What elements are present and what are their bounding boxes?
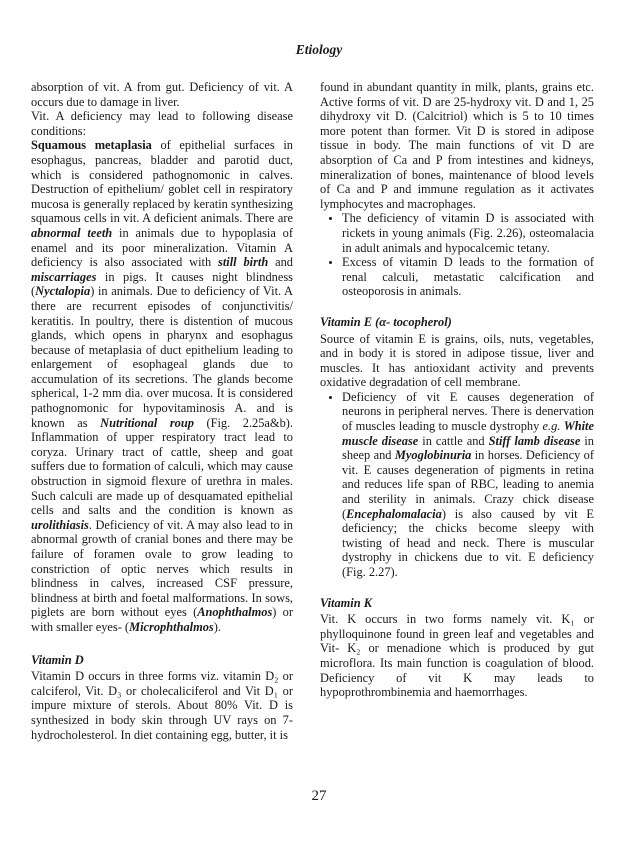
right-column bbox=[320, 80, 594, 700]
abbrev-italic: e.g. bbox=[542, 419, 561, 434]
term-bold-italic: Anophthalmos bbox=[197, 605, 273, 620]
paragraph: Vit. A deficiency may lead to following disease conditions: bbox=[31, 109, 293, 138]
list-item: • The deficiency of vitamin D is associated with rickets in young animals (Fig. 2.26), osteomalacia in adult animals and hypocalcemic tetany. bbox=[342, 211, 594, 255]
bullet-list bbox=[320, 390, 594, 580]
term-bold-italic: Encephalomalacia bbox=[346, 506, 442, 521]
list-item: • Deficiency of vit E causes degeneration of neurons in peripheral nerves. There is denervation of muscles leading to muscle dystrophy e.g. White muscle disease in cattle and Stiff lamb disease in sheep and Myoglobinuria in horses. Deficiency of vit. E causes degeneration of pigments in retina and reduces life span of RBC, leading to anemia and sterility in animals. Crazy chick disease (Encephalomalacia) is also caused by vit E deficiency; the chicks become sleepy with twisting of head and neck. There is muscular dystrophy in chickens due to vit. E deficiency (Fig. 2.27). bbox=[342, 390, 594, 580]
paragraph: Vit. K occurs in two forms namely vit. K₁ or phylloquinone found in green leaf and vegetables and Vit- K₂ or menadione which is produced by gut microflora. Its main function is coagulation of blood. Deficiency of vit K may leads to hypoprothrombinemia and haemorrhages. bbox=[320, 612, 594, 700]
paragraph: Squamous metaplasia of epithelial surfaces in esophagus, pancreas, bladder and parotid duct, which is considered pathognomonic in calves. Destruction of epithelium/ goblet cell in respiratory mucosa is generally replaced by keratin synthesizing squamous cells in vit. A deficient animals. There are abnormal teeth in animals due to hypoplasia of enamel and its poor mineralization. Vitamin A deficiency is also associated with still birth and miscarriages in pigs. It causes night blindness (Nyctalopia) in animals. Due to deficiency of Vit. A there are recurrent episodes of conjunctivitis/ keratitis. In poultry, there is distention of mucous glands, which opens in pharynx and esophagus because of metaplasia of duct epithelium leading to enlargement of esophageal glands due to accumulation of its secretions. The glands become spherical, 1-2 mm dia. over mucosa. It is considered pathognomonic for hypovitaminosis A. and is known as Nutritional roup (Fig. 2.25a&b). Inflammation of upper respiratory tract lead to coryza. Urinary tract of cattle, sheep and goat suffers due to formation of calculi, which may cause obstruction in sigmoid flexure of urethra in males. Such calculi are made up of desquamated epithelial cells and salts and the condition is known as urolithiasis. Deficiency of vit. A may also lead to in abnormal growth of cranial bones and there may be failure of foramen ovale to grow leading to constriction of optic nerves which results in blindness in calves, increased CSF pressure, blindness at birth and foetal malformations. In sows, piglets are born without eyes (Anophthalmos) or with smaller eyes- (Microphthalmos). bbox=[31, 138, 294, 634]
section-heading-vitamin-e: Vitamin E (α- tocopherol) bbox=[320, 314, 452, 329]
term-bold-italic: Nutritional roup bbox=[100, 415, 194, 430]
term-bold: Squamous metaplasia bbox=[31, 138, 152, 153]
term-bold-italic: Stiff lamb disease bbox=[488, 433, 581, 448]
section-heading-vitamin-k: Vitamin K bbox=[320, 595, 372, 610]
term-bold-italic: miscarriages bbox=[31, 269, 97, 284]
term-bold-italic: abnormal teeth bbox=[31, 225, 113, 240]
paragraph: absorption of vit. A from gut. Deficiency of vit. A occurs due to damage in liver. bbox=[31, 80, 293, 109]
list-item: • Excess of vitamin D leads to the formation of renal calculi, metastatic calcification and osteoporosis in animals. bbox=[342, 255, 594, 299]
term-bold-italic: Nyctalopia bbox=[35, 284, 91, 299]
term-bold-italic: still birth bbox=[218, 255, 269, 270]
paragraph: Source of vitamin E is grains, oils, nuts, vegetables, and in body it is stored in adipose tissue, liver and muscles. It has antioxidant activity and prevents oxidative degradation of cell membrane. bbox=[320, 331, 594, 390]
term-bold-italic: Microphthalmos bbox=[129, 619, 214, 634]
running-head: Etiology bbox=[295, 42, 343, 57]
paragraph: Vitamin D occurs in three forms viz. vitamin D₂ or calciferol, Vit. D₃ or cholecaliciferol and Vit D₁ or impure mixture of sterols. About 80% Vit. D is synthesized in body skin through UV rays on 7-hydrocholesterol. In diet containing egg, butter, it is bbox=[31, 669, 293, 742]
section-heading-vitamin-d: Vitamin D bbox=[31, 652, 84, 667]
left-column bbox=[31, 80, 293, 742]
term-bold-italic: urolithiasis bbox=[31, 517, 89, 532]
bullet-list bbox=[320, 211, 594, 299]
term-bold-italic: Myoglobinuria bbox=[394, 448, 472, 463]
paragraph: found in abundant quantity in milk, plants, grains etc. Active forms of vit. D are 25-hydroxy vit. D and 1, 25 dihydroxy vit D. (Calcitriol) which is 5 to 10 times more potent than former. Vit D is stored in adipose tissue in body. The main functions of vit D are absorption of Ca and P from intestines and kidneys, mineralization of bones, maintenance of blood levels of Ca and P and immune regulation as it activates lymphocytes and macrophages. bbox=[320, 80, 594, 211]
term-bold-italic: White muscle disease bbox=[342, 419, 594, 448]
page-number: 27 bbox=[311, 788, 327, 804]
